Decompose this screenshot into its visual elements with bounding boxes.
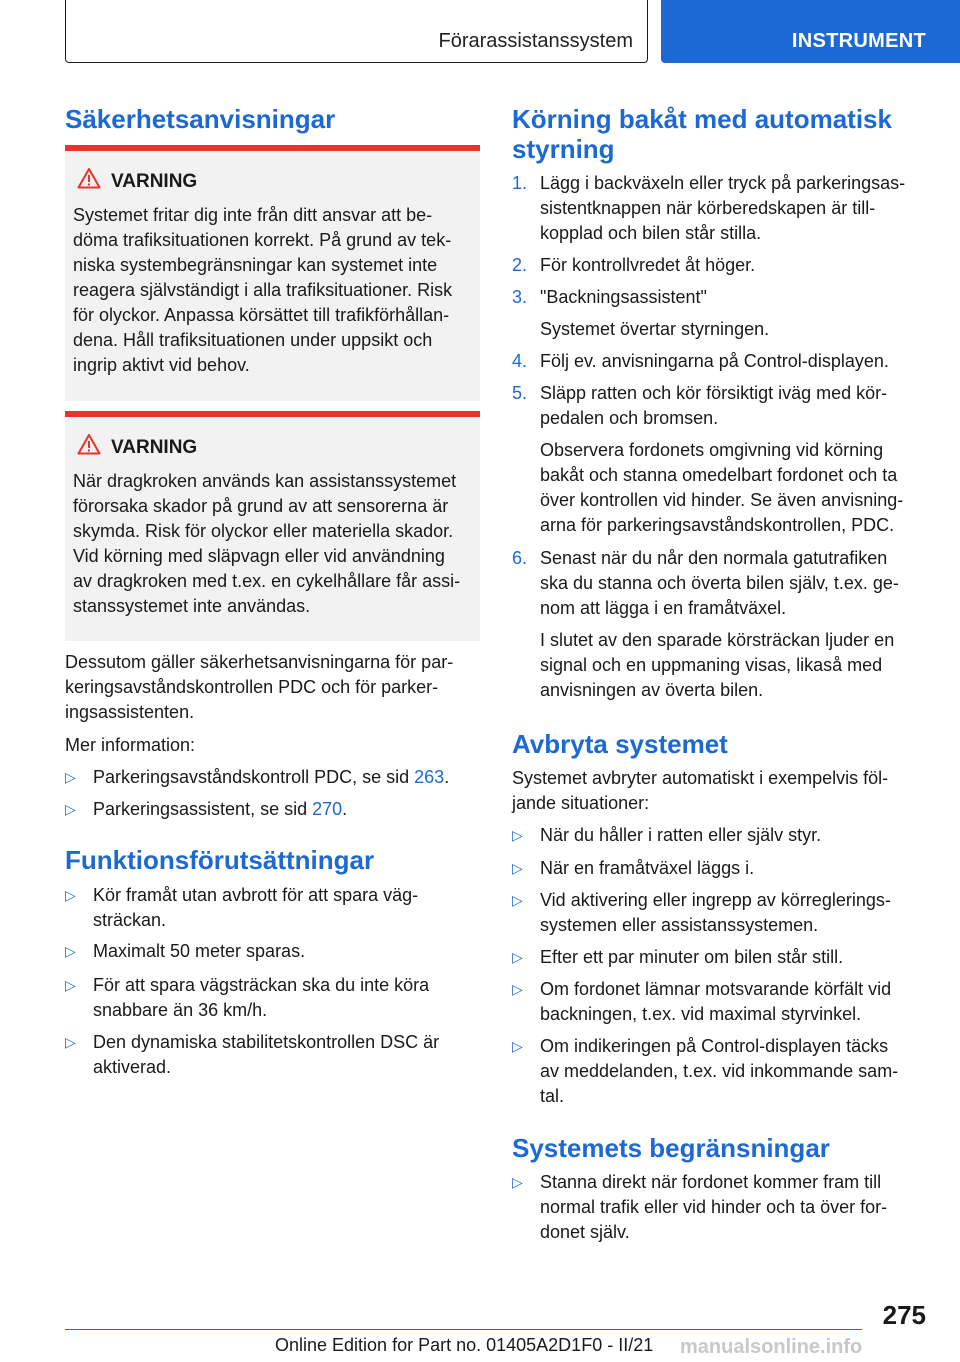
triangle-bullet-icon: ▷ [65, 769, 76, 785]
warning-box-1 [65, 145, 480, 401]
triangle-bullet-icon: ▷ [65, 801, 76, 817]
warning-triangle-icon [77, 433, 101, 455]
warning-title: VARNING [111, 437, 198, 458]
triangle-bullet-icon: ▷ [512, 892, 523, 908]
triangle-bullet-icon: ▷ [512, 1174, 523, 1190]
more-info-label: Mer information: [65, 735, 196, 755]
heading-system-limits: Systemets begränsningar [512, 1133, 830, 1163]
watermark: manualsonline.info [680, 1336, 863, 1358]
page-link-270[interactable]: 270 [312, 799, 343, 819]
heading-reverse-driving: Körning bakåt med automatisk styrning [512, 104, 892, 164]
warning-box-2 [65, 411, 480, 641]
triangle-bullet-icon: ▷ [65, 943, 76, 959]
warning-title: VARNING [111, 171, 198, 192]
heading-cancel-system: Avbryta systemet [512, 729, 728, 759]
triangle-bullet-icon: ▷ [512, 860, 523, 876]
footer-edition: Online Edition for Part no. 01405A2D1F0 - II/21 [275, 1335, 654, 1355]
triangle-bullet-icon: ▷ [512, 949, 523, 965]
header-chapter-title: INSTRUMENT [791, 30, 926, 52]
triangle-bullet-icon: ▷ [512, 981, 523, 997]
triangle-bullet-icon: ▷ [65, 977, 76, 993]
triangle-bullet-icon: ▷ [65, 887, 76, 903]
paragraph-cancel-intro: Systemet avbryter automatiskt i exempelvis föl- jande situationer: [512, 768, 889, 813]
triangle-bullet-icon: ▷ [512, 827, 523, 843]
warning-triangle-icon [77, 167, 101, 189]
warning-text: När dragkroken används kan assistanssystemet förorsaka skador på grund av att sensorerna är skymda. Risk för olyckor eller materiella skador. Vid körning med släpvagn eller vid användning av dragkroken med t.ex. en cykelhållare får assi- stanssystemet inte användas. [73, 471, 461, 616]
footer-divider [65, 1329, 862, 1330]
page-link-263[interactable]: 263 [414, 767, 445, 787]
heading-safety: Säkerhetsanvisningar [65, 104, 336, 134]
warning-text: Systemet fritar dig inte från ditt ansvar att be- döma trafiksituationen korrekt. På grund av tek- niska systembegränsningar kan systemet inte reagera självständigt i alla trafiksituationer. Risk för olyckor. Anpassa körsättet till trafikförhållan- dena. Håll trafiksituationen under uppsikt och ingrip aktivt vid behov. [73, 205, 453, 375]
page-number: 275 [882, 1300, 926, 1330]
triangle-bullet-icon: ▷ [65, 1034, 76, 1050]
header-chapter-tab [661, 0, 960, 63]
triangle-bullet-icon: ▷ [512, 1038, 523, 1054]
paragraph-safety-note: Dessutom gäller säkerhetsanvisningarna för par- keringsavståndskontrollen PDC och för parker- ingsassistenten. [65, 652, 454, 722]
header-section-title: Förarassistanssystem [438, 30, 633, 52]
heading-functional-requirements: Funktionsförutsättningar [65, 845, 375, 875]
header-section-tab [65, 0, 648, 63]
